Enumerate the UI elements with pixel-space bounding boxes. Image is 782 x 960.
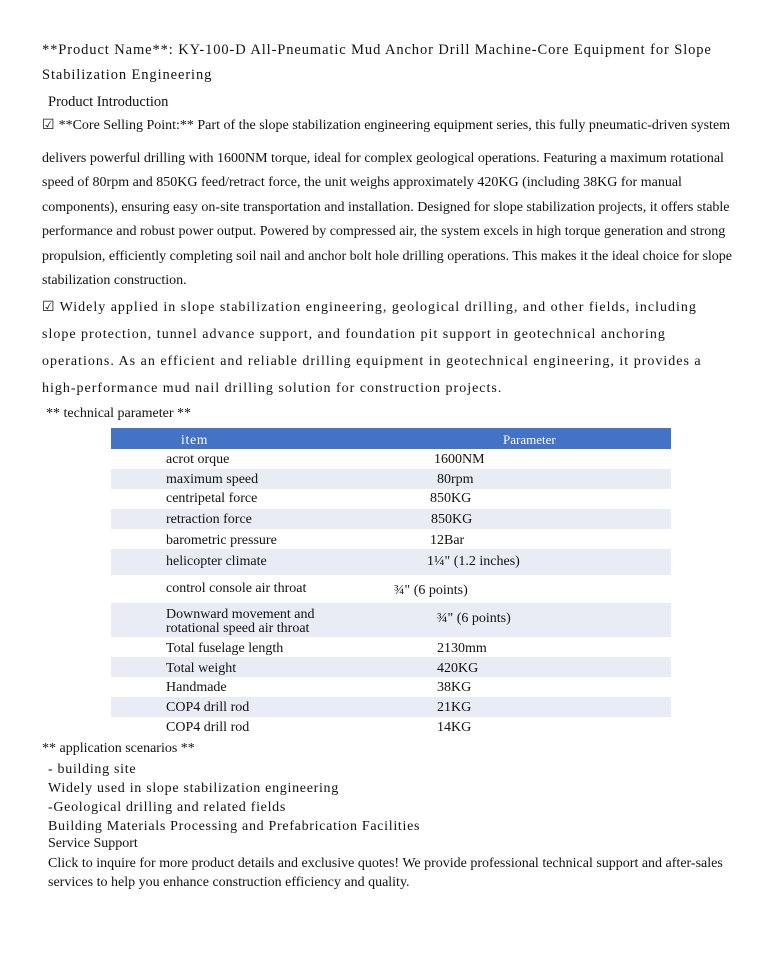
row-parameter-cell: 850KG (430, 491, 472, 506)
table-row (111, 549, 671, 575)
table-row (111, 657, 671, 677)
table-row (111, 697, 671, 717)
row-item-cell: centripetal force (166, 491, 258, 506)
row-item-cell: Total fuselage length (166, 641, 284, 656)
list-item: Building Materials Processing and Prefabrication Facilities (48, 819, 421, 834)
table-row (111, 469, 671, 489)
table-row (111, 575, 671, 603)
row-parameter-cell: 850KG (431, 512, 473, 527)
row-parameter-cell: 21KG (437, 700, 472, 715)
tech-parameter-table (111, 428, 671, 737)
row-item-cell: Total weight (166, 661, 237, 676)
row-item-cell: Downward movement and rotational speed air throat (166, 607, 315, 636)
row-parameter-cell: 14KG (437, 720, 472, 735)
table-row (111, 489, 671, 509)
table-row (111, 603, 671, 637)
application-text: Widely applied in slope stabilization engineering, geological drilling, and other fields, including slope protection, tunnel advance support, and foundation pit support in geotechnical anchoring operations. As an efficient and reliable drilling equipment in geotechnical engineering, it provides a high-performance mud nail drilling solution for construction projects. (42, 300, 702, 396)
row-parameter-cell: 1600NM (434, 452, 485, 467)
row-parameter-cell: 38KG (437, 680, 472, 695)
list-item: Widely used in slope stabilization engineering (48, 781, 339, 796)
application-paragraph (42, 294, 734, 402)
row-item-cell: maximum speed (166, 472, 259, 487)
tech-heading: ** technical parameter ** (46, 406, 191, 421)
selling-point-first-line: **Core Selling Point:** Part of the slope stabilization engineering equipment series, this fully pneumatic-driven system (58, 118, 731, 133)
selling-point-paragraph (42, 113, 732, 294)
row-item-cell: barometric pressure (166, 533, 277, 548)
application-list (48, 760, 728, 836)
table-row (111, 637, 671, 657)
row-parameter-cell: 12Bar (430, 533, 465, 548)
row-item-cell: control console air throat (166, 581, 307, 596)
table-body (111, 449, 671, 737)
row-parameter-cell: 2130mm (437, 641, 487, 656)
product-title: **Product Name**: KY-100-D All-Pneumatic Mud Anchor Drill Machine-Core Equipment for Slope Stabilization Engineering (42, 42, 712, 83)
list-item: -Geological drilling and related fields (48, 800, 287, 815)
list-item: - building site (48, 762, 137, 777)
row-item-cell: Handmade (166, 680, 227, 695)
row-parameter-cell: 80rpm (437, 472, 474, 487)
row-parameter-cell: ¾" (6 points) (437, 611, 511, 626)
table-row (111, 529, 671, 549)
row-item-cell: retraction force (166, 512, 252, 527)
column-header-item: item (181, 432, 209, 447)
row-parameter-cell: ¾" (6 points) (394, 583, 468, 598)
checkbox-icon: ☑ (42, 299, 56, 315)
table-row (111, 717, 671, 737)
row-item-cell: helicopter climate (166, 554, 267, 569)
row-parameter-cell: 1¼" (1.2 inches) (427, 554, 520, 569)
service-text: Click to inquire for more product details and exclusive quotes! We provide professional technical support and after-sales services to help you enhance construction efficiency and quality. (48, 856, 723, 890)
checkbox-icon: ☑ (42, 117, 55, 133)
row-item-cell: COP4 drill rod (166, 700, 250, 715)
row-parameter-cell: 420KG (437, 661, 479, 676)
column-header-parameter: Parameter (503, 432, 556, 447)
row-item-cell: acrot orque (166, 452, 230, 467)
table-header (111, 428, 671, 449)
application-heading: ** application scenarios ** (42, 741, 195, 756)
service-heading: Service Support (48, 836, 138, 851)
table-row (111, 509, 671, 529)
table-row (111, 677, 671, 697)
row-item-cell: COP4 drill rod (166, 720, 250, 735)
table-row (111, 449, 671, 469)
intro-heading: Product Introduction (48, 94, 169, 110)
selling-point-rest: delivers powerful drilling with 1600NM torque, ideal for complex geological operations. Featuring a maximum rotational speed of 80rpm and 850KG feed/retract force, the unit weighs approximately 420KG (including 38KG for manual components), ensuring easy on-site transportation and installation. Designed for slope stabilization projects, it offers stable performance and robust power output. Powered by compressed air, the system excels in high torque generation and strong propulsion, efficiently completing soil nail and anchor bolt hole drilling operations. This makes it the ideal choice for slope stabilization construction. (42, 150, 732, 288)
